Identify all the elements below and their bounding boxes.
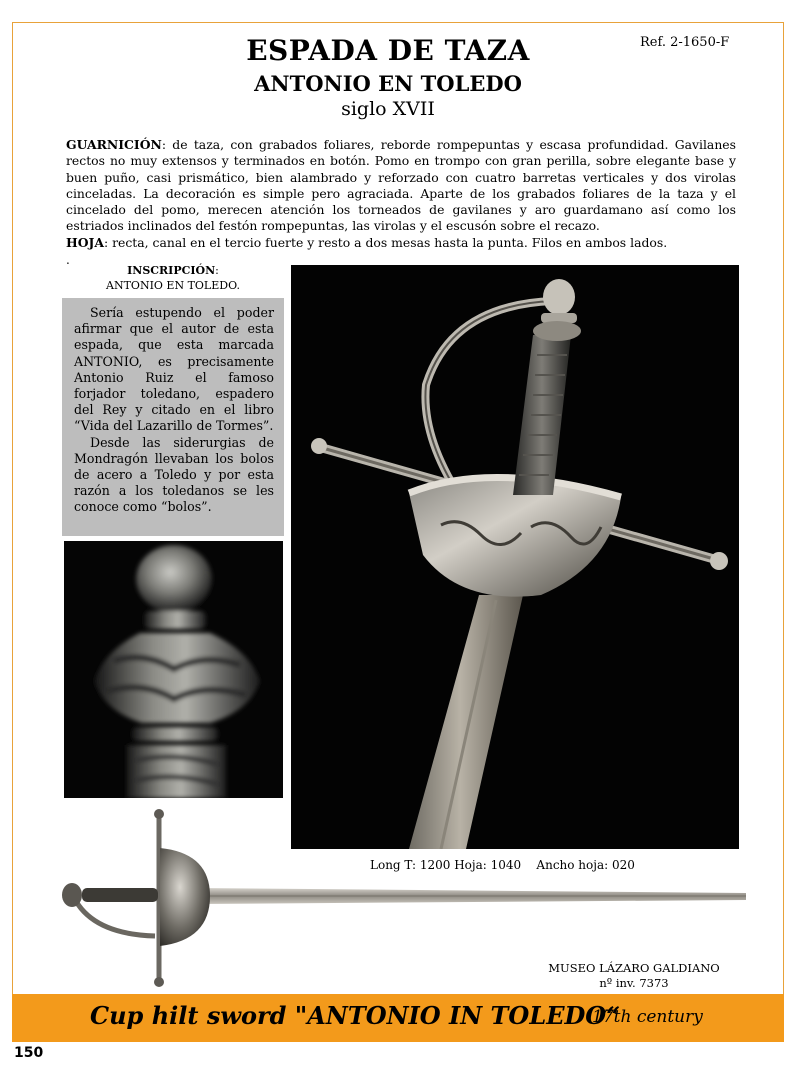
banner-title: Cup hilt sword "ANTONIO IN TOLEDO“: [90, 1001, 621, 1030]
inscription-heading: [62, 264, 284, 277]
page-number: 150: [14, 1045, 44, 1061]
century-label: siglo XVII: [341, 98, 435, 120]
museum-name: MUSEO LÁZARO GALDIANO: [548, 961, 720, 975]
reference-number: Ref. 2-1650-F: [640, 35, 730, 50]
page-subtitle: ANTONIO EN TOLEDO: [254, 71, 522, 96]
page-title: ESPADA DE TAZA: [246, 34, 530, 67]
hoja-paragraph: [66, 235, 736, 251]
pommel-detail-photo: [64, 541, 283, 798]
hilt-illustration: [291, 265, 739, 849]
museum-info: [530, 961, 738, 991]
note-paragraph-1: Sería estupendo el poder afirmar que el autor de esta espada, que esta marcada ANTONIO, es precisamente Antonio Ruiz el famoso forjador toledano, espadero del Rey y citado en el libro “Vida del Lazarillo de Tormes”.: [74, 305, 274, 434]
trailing-dot: .: [66, 253, 70, 267]
dimensions-caption: Long T: 1200 Hoja: 1040 Ancho hoja: 020: [370, 858, 635, 872]
guarnicion-text: : de taza, con grabados foliares, reborde rompepuntas y escasa profundidad. Gavilanes rectos no muy extensos y terminados en botón. Pomo en trompo con gran perilla, sobre elegante base y buen puño, casi prismático, bien alambrado y reforzado con cuatro barretas verticales y dos virolas cinceladas. La decoración es simple pero agraciada. Aparte de los grabados foliares de la taza y el cincelado del pomo, merecen atención los torneados de gavilanes y aro guardamano así como los estriados inclinados del festón rompepuntas, las virolas y el escusón sobre el recazo.: [66, 137, 736, 234]
inventory-number: nº inv. 7373: [599, 976, 669, 990]
guarnicion-label: GUARNICIÓN: [66, 137, 162, 152]
hilt-photo: [291, 265, 739, 849]
inscription-value: ANTONIO EN TOLEDO.: [106, 279, 240, 292]
note-paragraph-2: Desde las siderurgias de Mondragón llevaban los bolos de acero a Toledo y por esta razón a los toledanos se les conoce como “bolos”.: [74, 434, 274, 515]
inscription-label: INSCRIPCIÓN: [127, 264, 216, 277]
description-block: [66, 137, 736, 251]
pommel-illustration: [64, 541, 283, 798]
note-box: [62, 298, 284, 536]
inscription-colon: :: [215, 264, 219, 277]
hoja-text: : recta, canal en el tercio fuerte y resto a dos mesas hasta la punta. Filos en ambos lados.: [103, 234, 668, 250]
hoja-label: HOJA: [66, 234, 104, 250]
banner-century: 17th century: [592, 1007, 703, 1027]
guarnicion-paragraph: [66, 137, 736, 235]
